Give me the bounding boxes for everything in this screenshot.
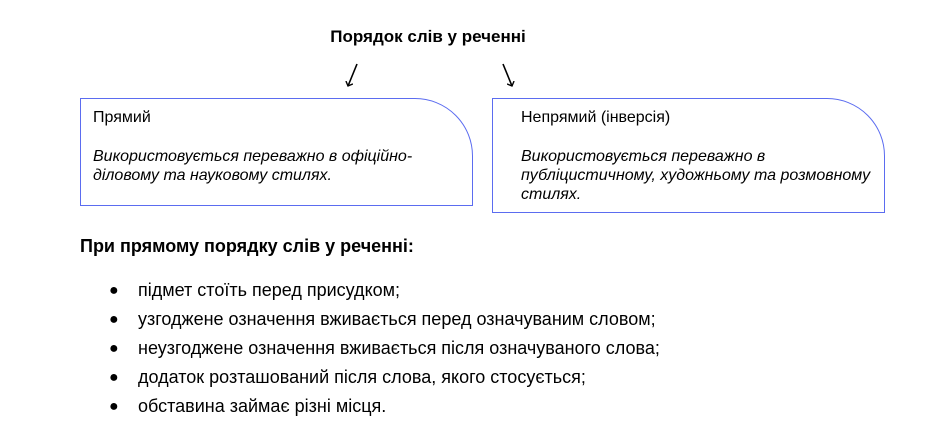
- bullet-icon: ●: [109, 398, 119, 415]
- inverse-order-description: Використовується переважно в публіцистичному, художньому та розмовному стилях.: [521, 148, 871, 203]
- list-item-text: підмет стоїть перед присудком;: [138, 280, 401, 300]
- list-item: [107, 334, 660, 363]
- inverse-order-heading: Непрямий (інверсія): [521, 109, 671, 126]
- direct-order-heading: Прямий: [93, 109, 151, 126]
- inverse-order-box: [492, 98, 885, 213]
- direct-order-box: [80, 98, 473, 206]
- arrow-left-icon: [348, 64, 357, 86]
- rules-list: [107, 276, 660, 421]
- bullet-icon: ●: [109, 340, 119, 357]
- list-item: [107, 363, 660, 392]
- rules-heading: При прямому порядку слів у реченні:: [80, 236, 414, 256]
- direct-order-description: Використовується переважно в офіційно-діловому та науковому стилях.: [93, 148, 413, 184]
- bullet-icon: ●: [109, 369, 119, 386]
- list-item-text: неузгоджене означення вживається після означуваного слова;: [138, 338, 660, 358]
- list-item-text: обставина займає різні місця.: [138, 396, 387, 416]
- list-item-text: узгоджене означення вживається перед означуваним словом;: [138, 309, 656, 329]
- bullet-icon: ●: [109, 282, 119, 299]
- list-item: [107, 305, 660, 334]
- arrow-right-icon: [503, 64, 512, 86]
- list-item: [107, 276, 660, 305]
- bullet-icon: ●: [109, 311, 119, 328]
- diagram-title: Порядок слів у реченні: [330, 27, 526, 46]
- list-item: [107, 392, 660, 421]
- list-item-text: додаток розташований після слова, якого стосується;: [138, 367, 586, 387]
- arrows: [0, 0, 932, 100]
